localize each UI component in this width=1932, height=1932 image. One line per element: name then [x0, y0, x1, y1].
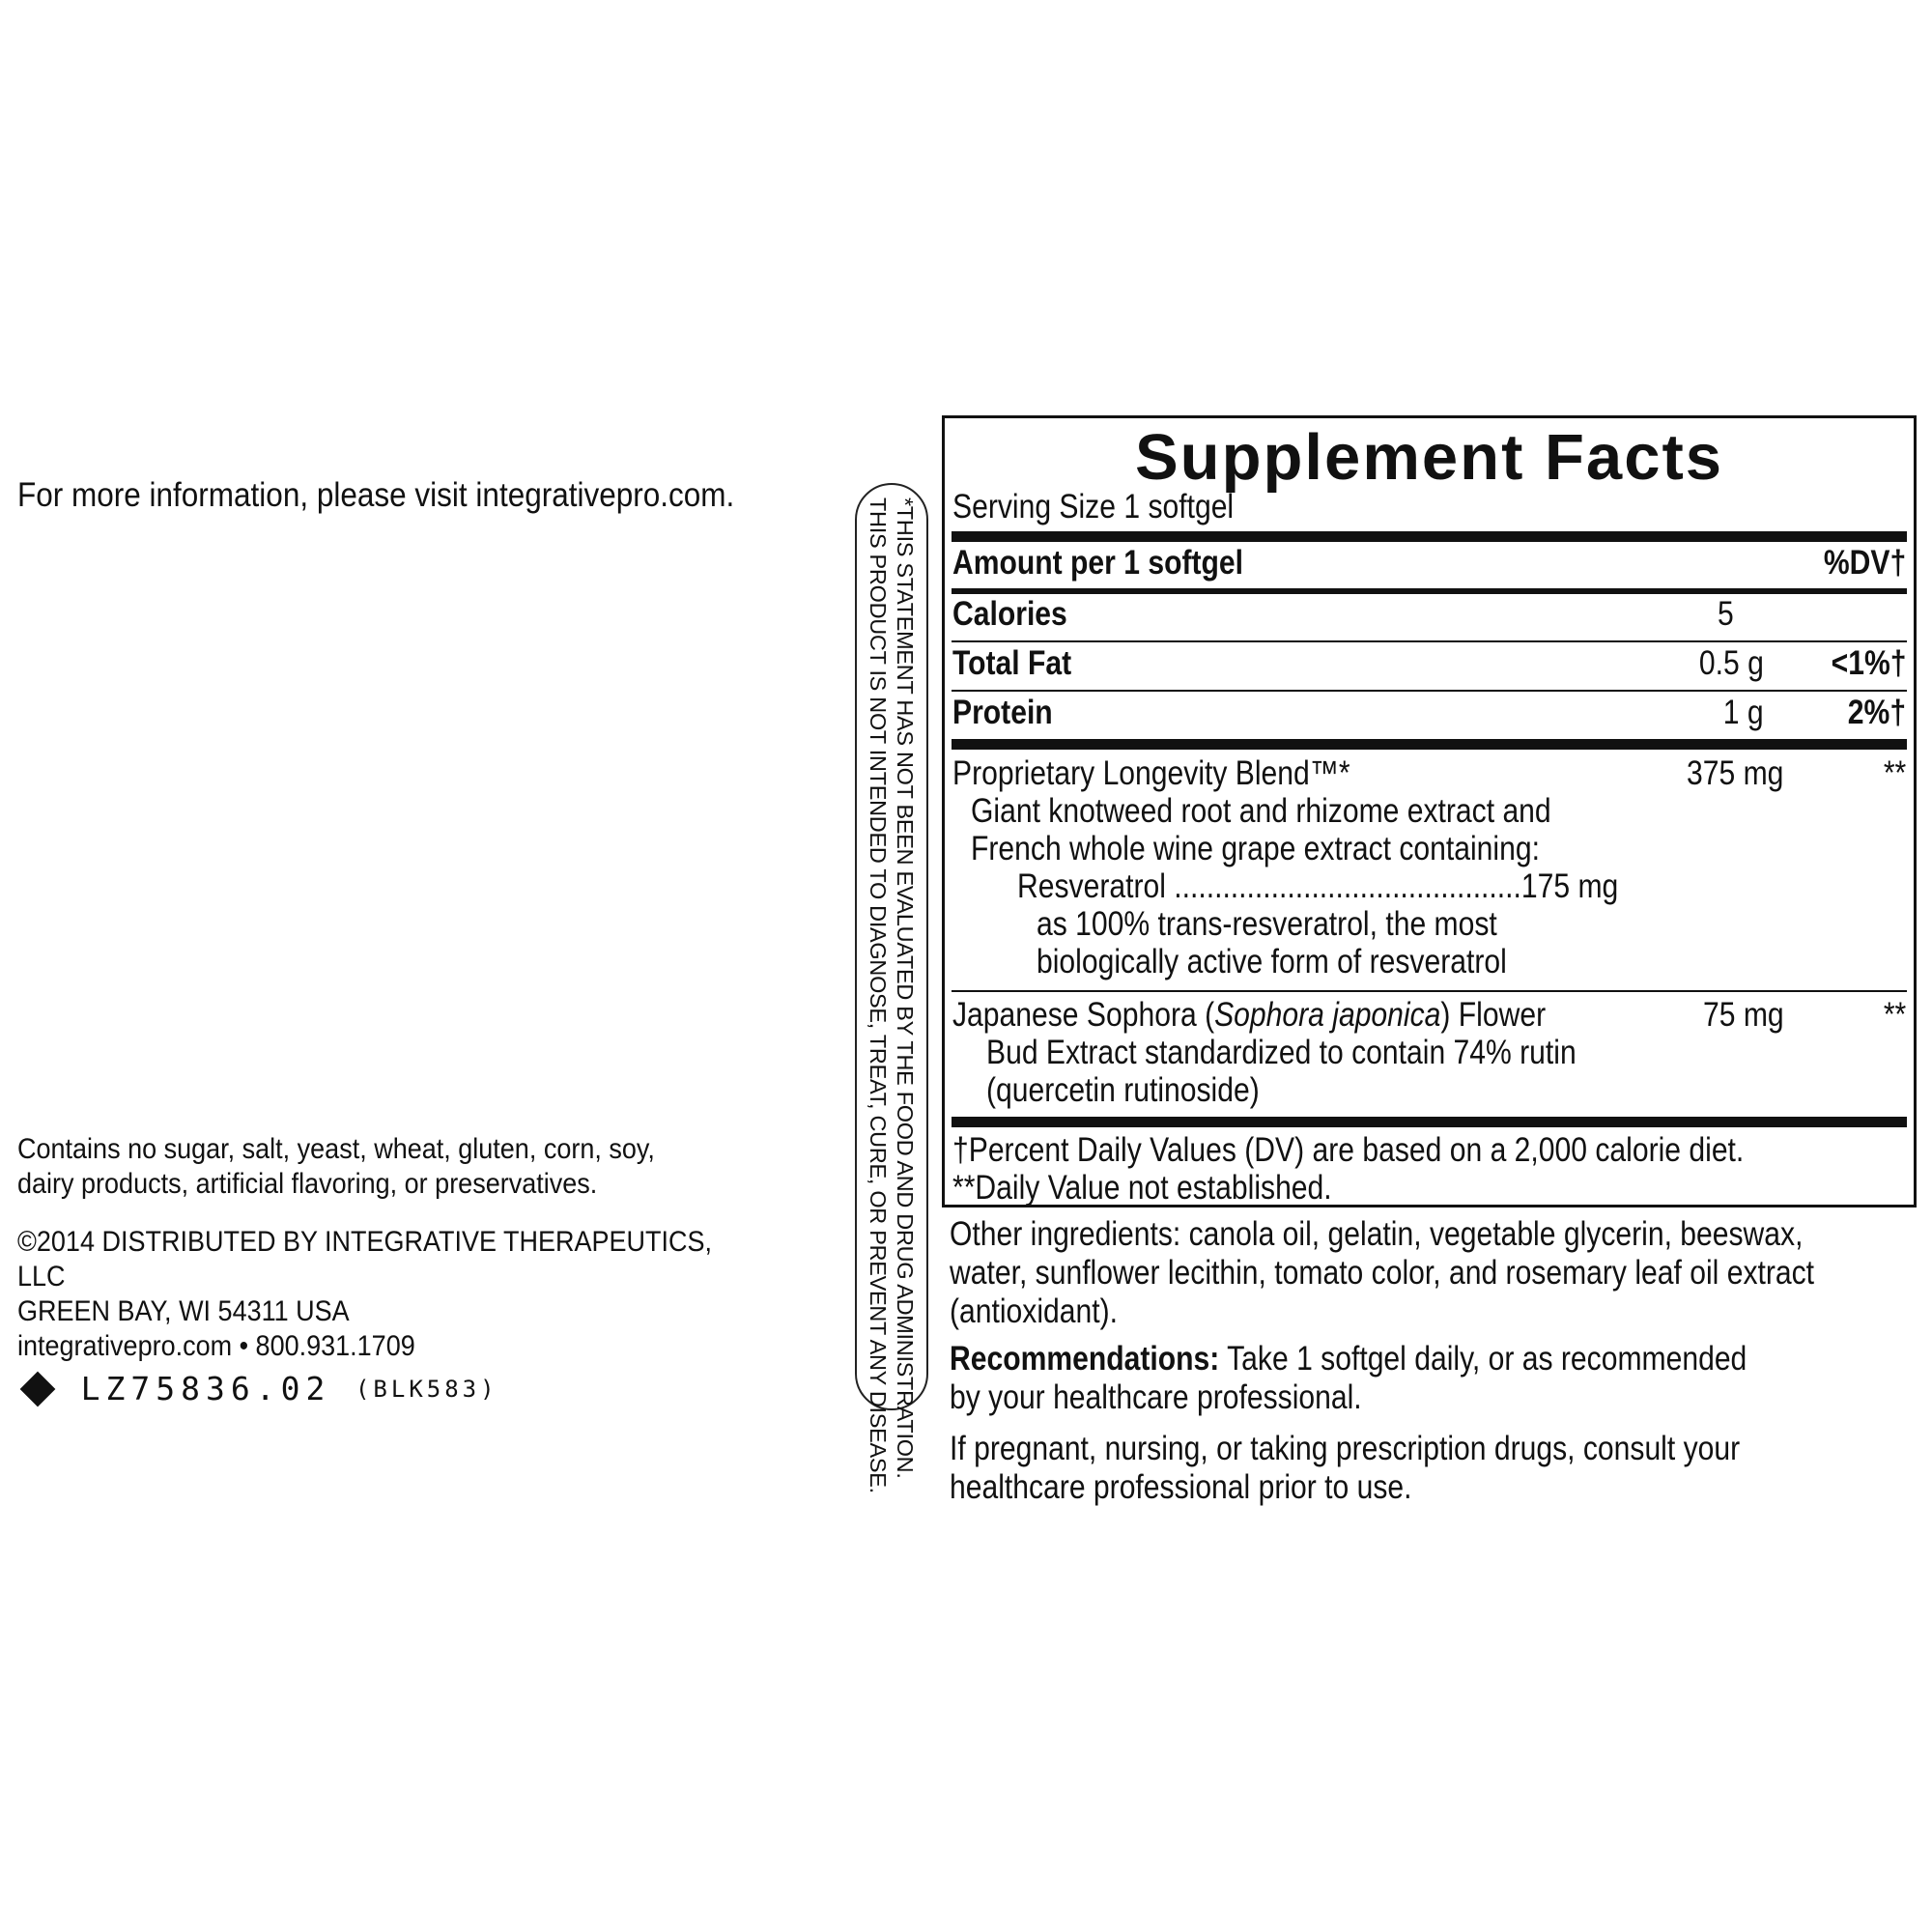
divider: [952, 531, 1907, 542]
resveratrol-note: biologically active form of resveratrol: [1037, 943, 1507, 980]
allergen-line: dairy products, artificial flavoring, or preservatives.: [17, 1168, 598, 1200]
sophora-description: Bud Extract standardized to contain 74% rutin: [986, 1034, 1577, 1071]
lot-row: [17, 1370, 498, 1407]
supplement-facts-panel: [942, 415, 1917, 1208]
resveratrol-note: as 100% trans-resveratrol, the most: [1037, 905, 1497, 943]
blend-description: French whole wine grape extract containing:: [971, 830, 1540, 867]
calories-label: Calories: [952, 595, 1067, 633]
dv-header: %DV†: [1823, 544, 1906, 582]
divider: [952, 990, 1907, 992]
recommendations-line: by your healthcare professional.: [950, 1378, 1362, 1416]
sophora-value: 75 mg: [1703, 996, 1784, 1034]
disclaimer-line: THIS PRODUCT IS NOT INTENDED TO DIAGNOSE, TREAT, CURE, OR PREVENT ANY DISEASE.: [866, 497, 891, 1493]
total-fat-dv: <1%†: [1831, 644, 1906, 682]
blend-description: Giant knotweed root and rhizome extract and: [971, 792, 1551, 830]
warning-line: If pregnant, nursing, or taking prescription drugs, consult your: [950, 1430, 1741, 1467]
recommendations-text: Take 1 softgel daily, or as recommended: [1219, 1340, 1747, 1378]
fda-disclaimer: [865, 497, 919, 1493]
fda-disclaimer-capsule: [855, 483, 928, 1493]
resveratrol-value: 175 mg: [1520, 867, 1619, 905]
recommendations: [950, 1340, 1863, 1417]
footnote-dv: †Percent Daily Values (DV) are based on a 2,000 calorie diet.: [952, 1131, 1745, 1169]
other-ingredients: [950, 1215, 1863, 1331]
protein-dv: 2%†: [1847, 694, 1906, 731]
recommendations-line: [950, 1340, 1863, 1378]
amount-header: Amount per 1 softgel: [952, 544, 1244, 582]
sophora-latin-name: Sophora japonica: [1214, 996, 1441, 1034]
diamond-icon: [20, 1371, 56, 1406]
divider: [952, 588, 1907, 594]
other-ingredients-line: Other ingredients: canola oil, gelatin, vegetable glycerin, beeswax,: [950, 1215, 1804, 1253]
allergen-line: Contains no sugar, salt, yeast, wheat, gluten, corn, soy,: [17, 1133, 655, 1165]
lot-reference: (BLK583): [355, 1375, 498, 1403]
recommendations-label: Recommendations:: [950, 1340, 1220, 1378]
divider: [952, 739, 1907, 750]
allergen-statement: [17, 1132, 713, 1202]
distributor-contact: integrativepro.com • 800.931.1709: [17, 1330, 415, 1362]
disclaimer-line: *THIS STATEMENT HAS NOT BEEN EVALUATED BY THE FOOD AND DRUG ADMINISTRATION.: [893, 497, 918, 1479]
other-ingredients-line: (antioxidant).: [950, 1293, 1119, 1330]
total-fat-label: Total Fat: [952, 644, 1072, 682]
warning: [950, 1430, 1863, 1507]
blend-value: 375 mg: [1687, 754, 1784, 792]
sophora-label: [952, 996, 1546, 1035]
other-ingredients-line: water, sunflower lecithin, tomato color, and rosemary leaf oil extract: [950, 1254, 1815, 1292]
blend-label: Proprietary Longevity Blend™*: [952, 754, 1350, 792]
more-info-text: For more information, please visit integrativepro.com.: [17, 476, 735, 514]
calories-value: 5: [1718, 595, 1734, 633]
divider: [952, 1117, 1907, 1127]
divider: [952, 690, 1907, 692]
protein-label: Protein: [952, 694, 1053, 731]
serving-size: Serving Size 1 softgel: [952, 488, 1235, 526]
lot-code: LZ75836.02: [80, 1370, 331, 1407]
distributor-address: GREEN BAY, WI 54311 USA: [17, 1295, 350, 1327]
distributor-block: [17, 1225, 713, 1364]
sophora-label-text: ) Flower: [1440, 996, 1547, 1034]
protein-value: 1 g: [1723, 694, 1764, 731]
resveratrol-row: [1017, 867, 1618, 906]
distributor-line: ©2014 DISTRIBUTED BY INTEGRATIVE THERAPEUTICS, LLC: [17, 1226, 713, 1293]
footnote-not-established: **Daily Value not established.: [952, 1169, 1332, 1207]
sophora-dv: **: [1883, 996, 1906, 1034]
total-fat-value: 0.5 g: [1699, 644, 1764, 682]
blend-dv: **: [1883, 754, 1906, 792]
sophora-description: (quercetin rutinoside): [986, 1071, 1260, 1109]
resveratrol-label: Resveratrol: [1017, 867, 1166, 905]
warning-line: healthcare professional prior to use.: [950, 1468, 1412, 1506]
divider: [952, 640, 1907, 642]
facts-title: Supplement Facts: [1134, 421, 1724, 494]
leader-dots: ...........................................: [1174, 867, 1521, 905]
sophora-label-text: Japanese Sophora (: [952, 996, 1215, 1034]
